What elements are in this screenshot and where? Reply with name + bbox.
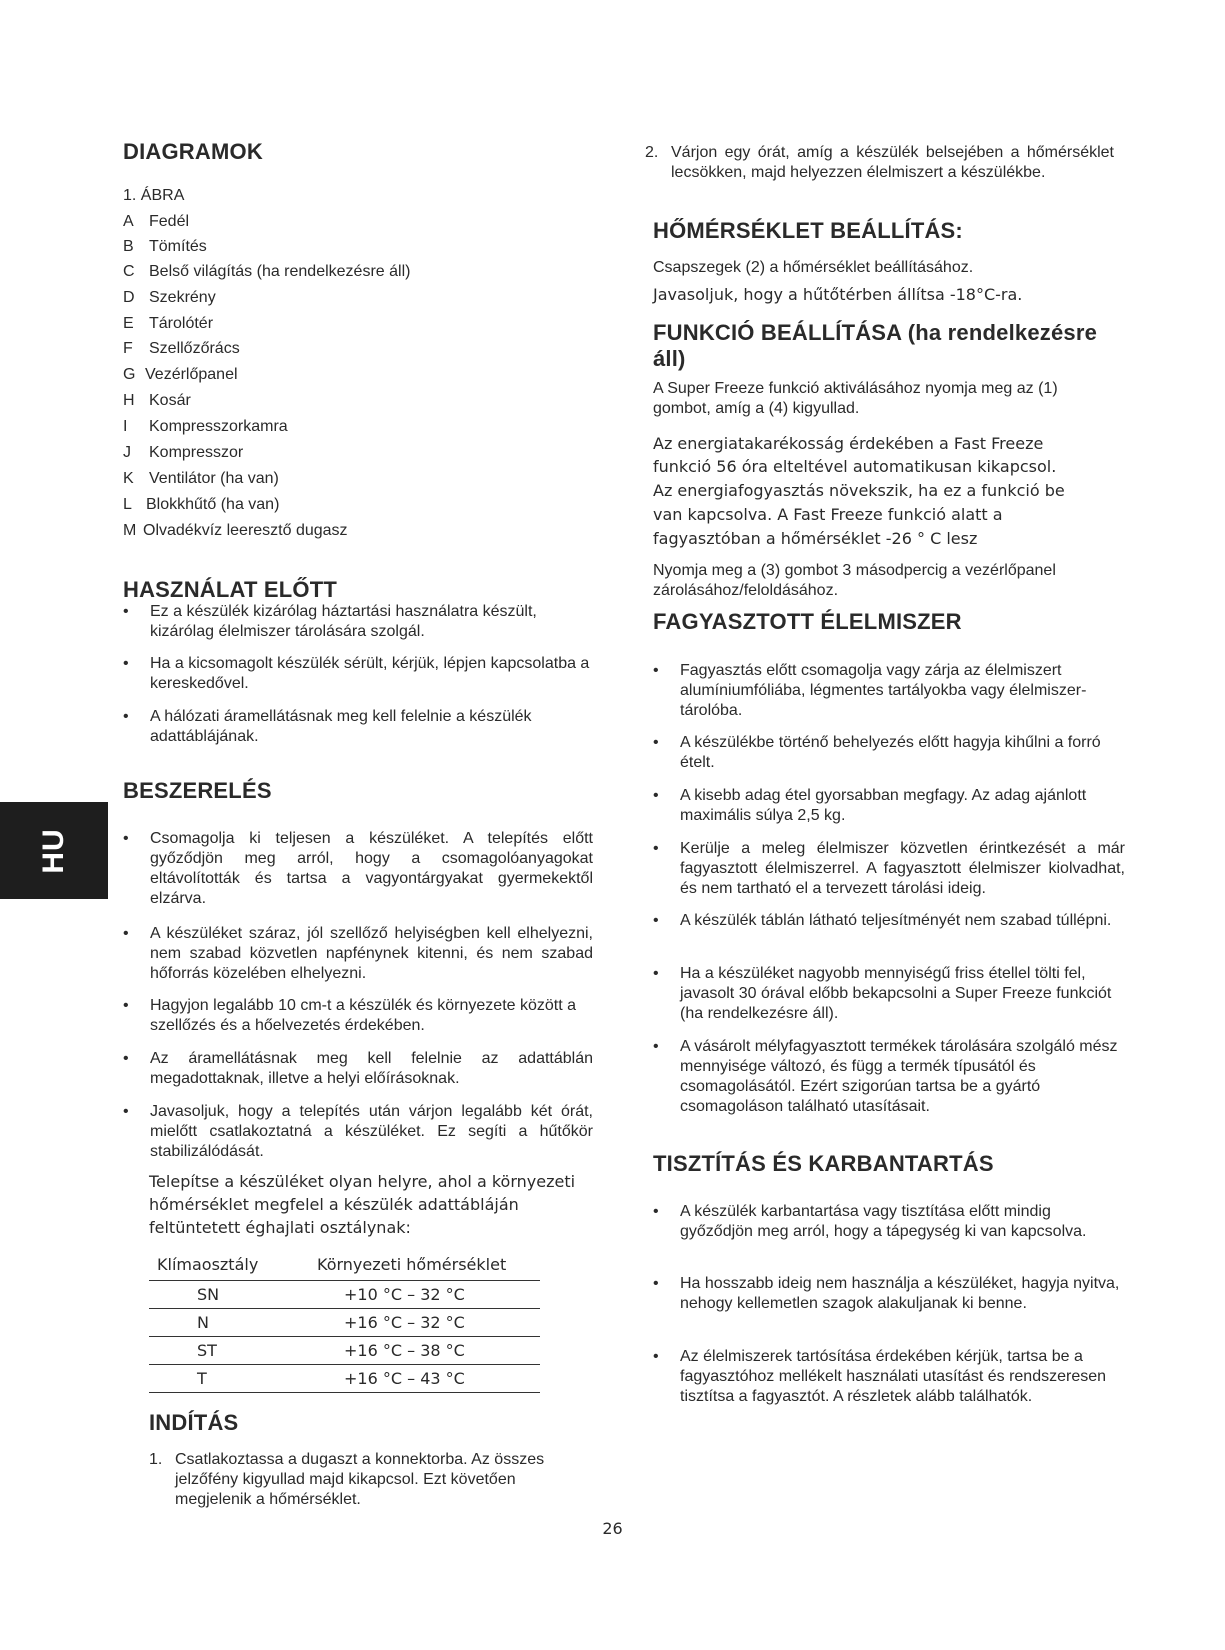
legend-item: J Kompresszor bbox=[123, 444, 244, 461]
funkcio-p1: A Super Freeze funkció aktiválásához nyomja meg az (1) gombot, amíg a (4) kigyullad. bbox=[653, 380, 1058, 417]
table-cell: SN bbox=[149, 1281, 309, 1309]
table-cell: N bbox=[149, 1309, 309, 1337]
language-tab bbox=[0, 802, 108, 899]
table-row bbox=[149, 1281, 540, 1309]
legend-item: D Szekrény bbox=[123, 289, 216, 306]
table-row bbox=[149, 1365, 540, 1393]
table-row bbox=[149, 1337, 540, 1365]
funkcio-p2-l3: Az energiafogyasztás növekszik, ha ez a funkció be bbox=[653, 481, 1065, 500]
legend-item: B Tömítés bbox=[123, 238, 207, 255]
funkcio-heading-cont: áll) bbox=[653, 346, 686, 371]
funkcio-p3: Nyomja meg a (3) gombot 3 másodpercig a vezérlőpanel zárolásához/feloldásához. bbox=[653, 562, 1056, 599]
table-header-cell: Környezeti hőmérséklet bbox=[317, 1254, 507, 1274]
temp-line-2: Javasoljuk, hogy a hűtőtérben állítsa -18°C-ra. bbox=[653, 285, 1023, 304]
funkcio-p2-l5: fagyasztóban a hőmérséklet -26 ° C lesz bbox=[653, 529, 978, 548]
legend-item: M Olvadékvíz leeresztő dugasz bbox=[123, 522, 348, 539]
legend-item: G Vezérlőpanel bbox=[123, 366, 238, 383]
legend-item: A Fedél bbox=[123, 213, 190, 230]
legend-item: C Belső világítás (ha rendelkezésre áll) bbox=[123, 263, 411, 280]
table-header-row bbox=[149, 1252, 540, 1281]
homerseklet-heading: HŐMÉRSÉKLET BEÁLLÍTÁS: bbox=[653, 218, 963, 243]
table-cell: ST bbox=[149, 1337, 309, 1365]
legend-item: L Blokkhűtő (ha van) bbox=[123, 496, 280, 513]
language-tab-label: HU bbox=[37, 827, 70, 874]
figure-caption: 1. ÁBRA bbox=[123, 187, 185, 204]
diagramok-heading: DIAGRAMOK bbox=[123, 139, 263, 164]
table-row bbox=[149, 1309, 540, 1337]
install-note: Telepítse a készüléket olyan helyre, ahol a környezeti hőmérséklet megfelel a készülék adattábláján feltüntetett éghajlati osztálynak: bbox=[149, 1172, 576, 1237]
hasznalat-heading: HASZNÁLAT ELŐTT bbox=[123, 577, 338, 602]
climate-class-table bbox=[149, 1252, 540, 1393]
table-cell: T bbox=[149, 1365, 309, 1393]
tisztitas-heading: TISZTÍTÁS ÉS KARBANTARTÁS bbox=[653, 1151, 994, 1176]
beszereles-heading: BESZERELÉS bbox=[123, 778, 272, 803]
legend-item: I Kompresszorkamra bbox=[123, 418, 288, 435]
funkcio-p2-l2: funkció 56 óra elteltével automatikusan kikapcsol. bbox=[653, 457, 1057, 476]
inditas-heading: INDÍTÁS bbox=[149, 1410, 239, 1435]
table-cell: +16 °C – 43 °C bbox=[309, 1365, 540, 1393]
funkcio-p2-l1: Az energiatakarékosság érdekében a Fast Freeze bbox=[653, 434, 1044, 453]
fagyasztott-heading: FAGYASZTOTT ÉLELMISZER bbox=[653, 609, 962, 634]
funkcio-p2-l4: van kapcsolva. A Fast Freeze funkció alatt a bbox=[653, 505, 1003, 524]
page-number: 26 bbox=[602, 1519, 623, 1538]
legend-item: H Kosár bbox=[123, 392, 191, 409]
table-cell: +16 °C – 32 °C bbox=[309, 1309, 540, 1337]
table-cell: +16 °C – 38 °C bbox=[309, 1337, 540, 1365]
legend-item: E Tárolótér bbox=[123, 315, 214, 332]
temp-line-1: Csapszegek (2) a hőmérséklet beállításához. bbox=[653, 259, 974, 276]
legend-item: F Szellőzőrács bbox=[123, 340, 240, 357]
table-cell: +10 °C – 32 °C bbox=[309, 1281, 540, 1309]
legend-item: K Ventilátor (ha van) bbox=[123, 470, 279, 487]
table-header-cell: Klímaosztály bbox=[157, 1254, 259, 1274]
funkcio-heading: FUNKCIÓ BEÁLLÍTÁSA (ha rendelkezésre bbox=[653, 320, 1098, 345]
